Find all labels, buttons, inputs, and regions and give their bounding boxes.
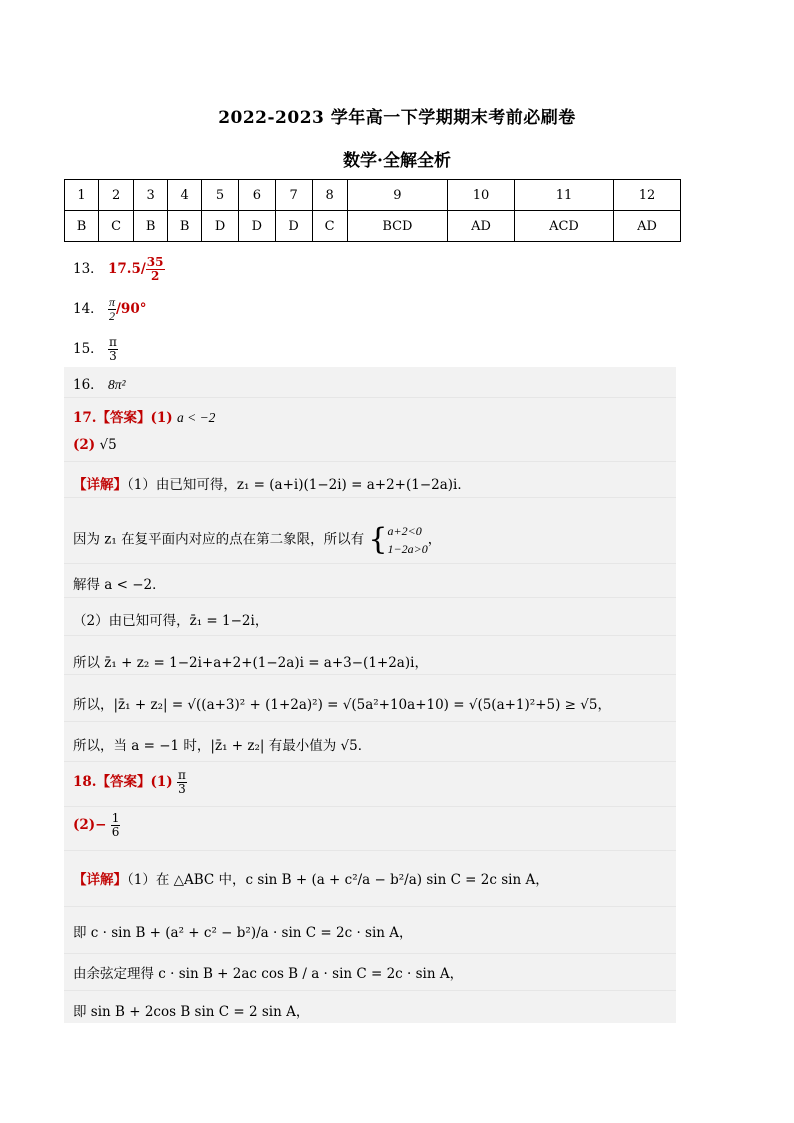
inequality-system xyxy=(388,522,428,558)
q17-detail-text: （2）由已知可得，z̄₁ = 1−2i， xyxy=(73,613,269,629)
answer-cell: B xyxy=(168,211,202,242)
q18-detail-3 xyxy=(73,962,463,982)
question-number-cell: 7 xyxy=(275,180,312,211)
page-subtitle: 数学·全解全析 xyxy=(343,151,451,171)
system-top: a+2<0 xyxy=(387,524,422,538)
q14-answer: /90° xyxy=(116,301,147,318)
question-number-cell: 9 xyxy=(347,180,447,211)
divider xyxy=(64,721,676,722)
q18-detail-2 xyxy=(73,921,413,941)
divider xyxy=(64,635,676,636)
question-number-cell: 2 xyxy=(98,180,133,211)
q18-detail-text: 即 c · sin B + (a² + c² − b²)/a · sin C = 2c · sin A， xyxy=(73,925,413,941)
q17-detail-text: 解得 a < −2． xyxy=(73,577,166,593)
answer-cell: C xyxy=(312,211,347,242)
q17-detail-3 xyxy=(73,573,166,593)
divider xyxy=(64,850,676,851)
q15-fraction-numerator: π xyxy=(108,335,117,349)
q17-detail-text: 因为 z₁ 在复平面内对应的点在第二象限，所以有 xyxy=(73,531,365,548)
answer-table-answer-row xyxy=(65,211,681,242)
question-number-cell: 8 xyxy=(312,180,347,211)
q17-detail-4 xyxy=(73,609,268,629)
system-brace: { xyxy=(368,522,388,557)
q18-answer-2-label: (2)− xyxy=(73,817,107,834)
question-number-cell: 5 xyxy=(202,180,239,211)
answer-cell: D xyxy=(275,211,312,242)
q18-detail-4 xyxy=(73,1000,309,1020)
q17-detail-text: 所以，当 a = −1 时，|z̄₁ + z₂| 有最小值为 √5． xyxy=(73,738,372,754)
q18-answer-2-denominator: 6 xyxy=(111,825,120,840)
q17-answer-1: a < −2 xyxy=(176,410,216,425)
question-number-cell: 3 xyxy=(134,180,168,211)
q18-answer-1-fraction xyxy=(177,769,187,796)
divider xyxy=(64,806,676,807)
answer-cell: BCD xyxy=(347,211,447,242)
answer-cell: D xyxy=(202,211,239,242)
q18-detail-text: 即 sin B + 2cos B sin C = 2 sin A， xyxy=(73,1004,310,1020)
answer-cell: AD xyxy=(448,211,515,242)
q18-answer-head: 18.【答案】(1) xyxy=(73,774,173,791)
q17-detail-text: 所以 z̄₁ + z₂ = 1−2i+a+2+(1−2a)i = a+3−(1+2a)i， xyxy=(73,655,428,671)
q16-line xyxy=(73,373,126,393)
divider xyxy=(64,990,676,991)
divider xyxy=(64,761,676,762)
q18-answer-1-denominator: 3 xyxy=(178,782,186,797)
q14-fraction-numerator: π xyxy=(108,295,115,309)
q13-fraction xyxy=(146,256,165,283)
answer-cell: AD xyxy=(613,211,680,242)
q18-answer-1-numerator: π xyxy=(177,768,186,782)
divider xyxy=(64,397,676,398)
divider xyxy=(64,906,676,907)
q18-detail-label: 【详解】 xyxy=(73,872,127,888)
q14-label: 14． xyxy=(73,301,104,318)
q15-fraction xyxy=(108,336,118,363)
q13-fraction-denominator: 2 xyxy=(150,269,160,284)
q17-detail-7 xyxy=(73,734,371,754)
q17-detail-2: 因为 z₁ 在复平面内对应的点在第二象限，所以有 { a+2<0 1−2a>0 ， xyxy=(73,522,442,557)
q18-answer-2-line xyxy=(73,812,120,839)
q18-detail-text: （1）在 △ABC 中，c sin B + (a + c²/a − b²/a) sin C = 2c sin A， xyxy=(127,872,549,888)
q17-detail-text: 所以，|z̄₁ + z₂| = √((a+3)² + (1+2a)²) = √(5a²+10a+10) = √(5(a+1)²+5) ≥ √5， xyxy=(73,697,611,713)
divider xyxy=(64,563,676,564)
q14-line xyxy=(73,296,146,323)
q18-detail-1 xyxy=(73,868,549,888)
question-number-cell: 12 xyxy=(613,180,680,211)
q15-fraction-denominator: 3 xyxy=(109,349,117,364)
q13-fraction-numerator: 35 xyxy=(146,255,164,269)
divider xyxy=(64,674,676,675)
answer-cell: D xyxy=(238,211,275,242)
question-number-cell: 11 xyxy=(515,180,614,211)
page-title: 2022-2023 学年高一下学期期末考前必刷卷 xyxy=(218,108,576,128)
q14-fraction xyxy=(108,296,116,323)
q17-answer-2-line xyxy=(73,437,117,453)
answer-cell: C xyxy=(98,211,133,242)
divider xyxy=(64,461,676,462)
q17-detail-label: 【详解】 xyxy=(73,477,127,493)
q14-fraction-denominator: 2 xyxy=(108,309,115,324)
answer-cell: ACD xyxy=(515,211,614,242)
divider xyxy=(64,953,676,954)
answer-cell: B xyxy=(134,211,168,242)
q18-answer-2-numerator: 1 xyxy=(111,811,120,825)
q17-detail-6 xyxy=(73,693,611,713)
q16-answer: 8π² xyxy=(107,377,126,392)
answer-table-number-row xyxy=(65,180,681,211)
q13-answer: 17.5/ xyxy=(107,261,146,278)
q15-line xyxy=(73,336,118,363)
q17-detail-text: （1）由已知可得，z₁ = (a+i)(1−2i) = a+2+(1−2a)i． xyxy=(127,477,471,493)
question-number-cell: 6 xyxy=(238,180,275,211)
q17-answer-line xyxy=(73,406,215,426)
question-number-cell: 10 xyxy=(448,180,515,211)
q13-label: 13． xyxy=(73,261,104,278)
divider xyxy=(64,597,676,598)
q13-line xyxy=(73,256,165,283)
question-number-cell: 4 xyxy=(168,180,202,211)
question-number-cell: 1 xyxy=(65,180,99,211)
q17-detail-1 xyxy=(73,473,471,493)
q17-detail-5 xyxy=(73,651,428,671)
answer-cell: B xyxy=(65,211,99,242)
q18-detail-text: 由余弦定理得 c · sin B + 2ac cos B / a · sin C = 2c · sin A， xyxy=(73,966,464,982)
q18-answer-2-fraction xyxy=(111,812,121,839)
q17-answer-2-label: (2) xyxy=(73,437,96,453)
system-bottom: 1−2a>0 xyxy=(387,542,428,556)
q16-label: 16． xyxy=(73,377,104,393)
answer-table xyxy=(64,179,681,242)
divider xyxy=(64,497,676,498)
q17-answer-2: √5 xyxy=(99,437,117,453)
q18-answer-line xyxy=(73,769,187,796)
q15-label: 15． xyxy=(73,341,104,358)
q17-answer-head: 17.【答案】(1) xyxy=(73,410,173,426)
